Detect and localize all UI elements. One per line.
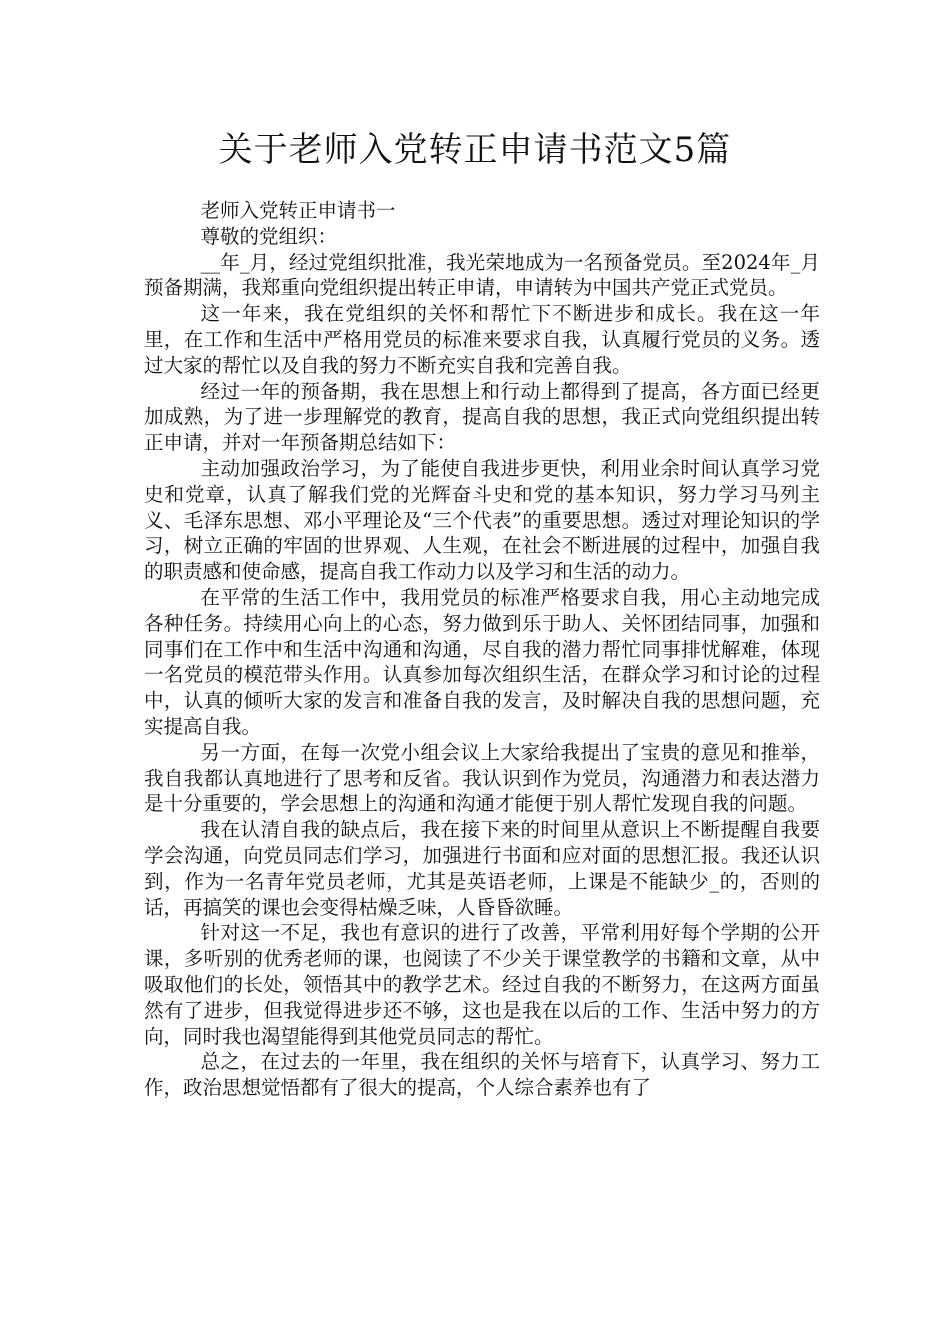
body-paragraph: __年_月，经过党组织批准，我光荣地成为一名预备党员。至2024年_月预备期满，我郑重向党组织提出转正申请，申请转为中国共产党正式党员。 [144,250,820,300]
body-paragraph: 总之，在过去的一年里，我在组织的关怀与培育下，认真学习、努力工作，政治思想觉悟都有了很大的提高，个人综合素养也有了 [144,1050,820,1100]
body-paragraph: 主动加强政治学习，为了能使自我进步更快，利用业余时间认真学习党史和党章，认真了解我们党的光辉奋斗史和党的基本知识，努力学习马列主义、毛泽东思想、邓小平理论及“三个代表”的重要思想。透过对理论知识的学习，树立正确的牢固的世界观、人生观，在社会不断进展的过程中，加强自我的职责感和使命感，提高自我工作动力以及学习和生活的动力。 [144,456,820,584]
body-paragraph: 在平常的生活工作中，我用党员的标准严格要求自我，用心主动地完成各种任务。持续用心向上的心态，努力做到乐于助人、关怀团结同事，加强和同事们在工作中和生活中沟通和沟通，尽自我的潜力帮忙同事排忧解难，体现一名党员的模范带头作用。认真参加每次组织生活，在群众学习和讨论的过程中，认真的倾听大家的发言和准备自我的发言，及时解决自我的思想问题，充实提高自我。 [144,585,820,738]
body-paragraph: 经过一年的预备期，我在思想上和行动上都得到了提高，各方面已经更加成熟，为了进一步理解党的教育，提高自我的思想，我正式向党组织提出转正申请，并对一年预备期总结如下： [144,379,820,455]
body-paragraph: 另一方面，在每一次党小组会议上大家给我提出了宝贵的意见和推举，我自我都认真地进行了思考和反省。我认识到作为党员，沟通潜力和表达潜力是十分重要的，学会思想上的沟通和沟通才能便于别人帮忙发现自我的问题。 [144,740,820,816]
body-paragraph: 针对这一不足，我也有意识的进行了改善，平常利用好每个学期的公开课，多听别的优秀老师的课，也阅读了不少关于课堂教学的书籍和文章，从中吸取他们的长处，领悟其中的教学艺术。经过自我的不断努力，在这两方面虽然有了进步，但我觉得进步还不够，这也是我在以后的工作、生活中努力的方向，同时我也渴望能得到其他党员同志的帮忙。 [144,921,820,1048]
salutation: 尊敬的党组织： [200,224,338,248]
body-paragraph: 我在认清自我的缺点后，我在接下来的时间里从意识上不断提醒自我要学会沟通，向党员同志们学习，加强进行书面和应对面的思想汇报。我还认识到，作为一名青年党员老师，尤其是英语老师，上课是不能缺少_的，否则的话，再搞笑的课也会变得枯燥乏味，人昏昏欲睡。 [144,818,820,919]
body-paragraph: 这一年来，我在党组织的关怀和帮忙下不断进步和成长。我在这一年里，在工作和生活中严格用党员的标准来要求自我，认真履行党员的义务。透过大家的帮忙以及自我的努力不断充实自我和完善自我。 [144,302,820,377]
document-body [144,198,820,1101]
section-heading: 老师入党转正申请书一 [200,199,396,222]
document-title: 关于老师入党转正申请书范文5篇 [218,130,732,170]
